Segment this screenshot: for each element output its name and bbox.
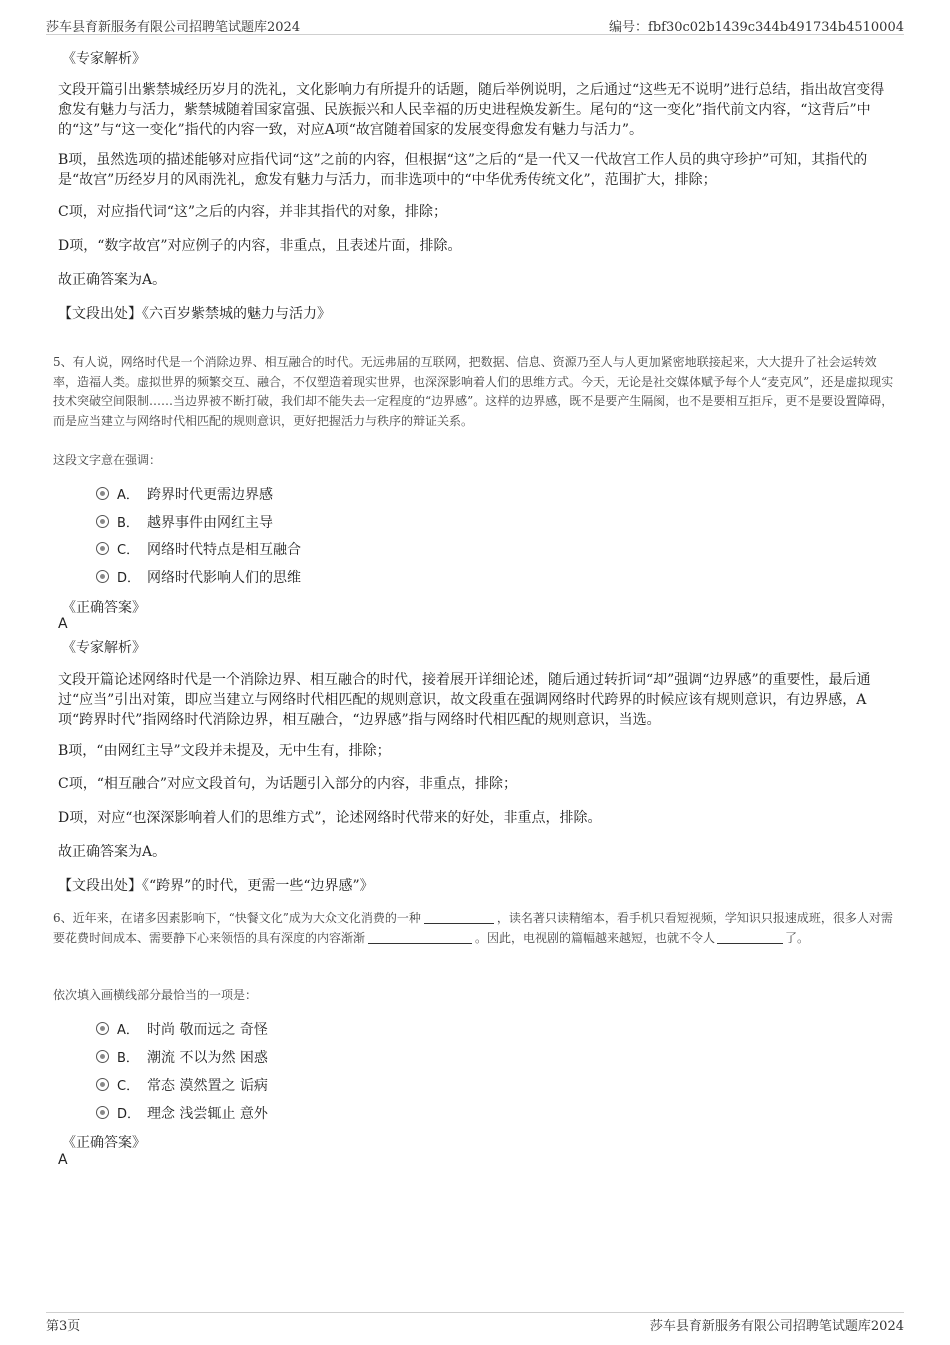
radio-icon[interactable] [96, 570, 109, 583]
analysis-paragraph: B项，虽然选项的描述能够对应指代词“这”之前的内容，但根据“这”之后的“是一代又一代故宫工作人员的典守珍护”可知，其指代的是“故宫”历经岁月的风雨洗礼，愈发有魅力与活力，而非选项中的“中华优秀传统文化”，范围扩大，排除； [58, 152, 868, 188]
radio-icon[interactable] [96, 1022, 109, 1035]
analysis-paragraph: C项，“相互融合”对应文段首句，为话题引入部分的内容，非重点，排除； [58, 776, 518, 792]
question-5-text: 5、有人说，网络时代是一个消除边界、相互融合的时代。无远弗届的互联网，把数据、信息、资源乃至人与人更加紧密地联接起来，大大提升了社会运转效率，造福人类。虚拟世界的频繁交互、融合，不仅塑造着现实世界，也深深影响着人们的思维方式。今天，无论是社交媒体赋予每个人“麦克风”，还是虚拟现实技术突破空间限制……当边界被不断打破，我们却不能失去一定程度的“边界感”。这样的边界感，既不是要产生隔阂，也不是要相互拒斥，更不是要设置障碍，而是应当建立与网络时代相匹配的规则意识，更好把握活力与秩序的辩证关系。 [53, 355, 894, 428]
option-d[interactable]: D． 网络时代影响人们的思维 [96, 567, 301, 587]
analysis-conclusion: 故正确答案为A。 [58, 844, 167, 860]
analysis-paragraph: C项，对应指代词“这”之后的内容，并非其指代的对象，排除； [58, 204, 448, 220]
option-d[interactable]: D． 理念 浅尝辄止 意外 [96, 1103, 268, 1123]
header-code: 编号：fbf30c02b1439c344b491734b4510004 [609, 20, 904, 35]
radio-icon[interactable] [96, 1106, 109, 1119]
analysis-paragraph: D项，对应“也深深影响着人们的思维方式”，论述网络时代带来的好处，非重点，排除。 [58, 810, 602, 826]
answer-value: A [58, 616, 68, 632]
source-citation: 【文段出处】《六百岁紫禁城的魅力与活力》 [58, 306, 331, 322]
fill-blank [368, 931, 472, 944]
option-b[interactable]: B． 潮流 不以为然 困惑 [96, 1047, 268, 1067]
page-footer [46, 1312, 904, 1336]
analysis-paragraph: B项，“由网红主导”文段并未提及，无中生有，排除； [58, 743, 391, 759]
option-c[interactable]: C． 网络时代特点是相互融合 [96, 539, 301, 559]
answer-label: 《正确答案》 [62, 1135, 146, 1151]
analysis-paragraph: 文段开篇引出紫禁城经历岁月的洗礼，文化影响力有所提升的话题，随后举例说明，之后通过“这些无不说明”进行总结，指出故宫变得愈发有魅力与活力，紫禁城随着国家富强、民族振兴和人民幸福的历史进程焕发新生。尾句的“这一变化”指代前文内容，“这背后”中的“这”与“这一变化”指代的内容一致，对应A项“故宫随着国家的发展变得愈发有魅力与活力”。 [58, 82, 885, 138]
footer-title: 莎车县育新服务有限公司招聘笔试题库2024 [649, 1319, 904, 1334]
header-title: 莎车县育新服务有限公司招聘笔试题库2024 [46, 20, 301, 35]
analysis-paragraph: 文段开篇论述网络时代是一个消除边界、相互融合的时代，接着展开详细论述，随后通过转折词“却”强调“边界感”的重要性，最后通过“应当”引出对策，即应当建立与网络时代相匹配的规则意识，故文段重在强调网络时代跨界的时候应该有规则意识，有边界感，A项“跨界时代”指网络时代消除边界，相互融合，“边界感”指与网络时代相匹配的规则意识，当选。 [58, 672, 871, 728]
answer-label: 《正确答案》 [62, 600, 146, 616]
radio-icon[interactable] [96, 542, 109, 555]
option-a[interactable]: A． 跨界时代更需边界感 [96, 484, 273, 504]
option-a[interactable]: A． 时尚 敬而远之 奇怪 [96, 1019, 268, 1039]
fill-blank [424, 911, 494, 924]
radio-icon[interactable] [96, 515, 109, 528]
analysis-label: 《专家解析》 [62, 640, 146, 656]
fill-blank [717, 931, 783, 944]
analysis-conclusion: 故正确答案为A。 [58, 272, 167, 288]
question-6-prompt: 依次填入画横线部分最恰当的一项是： [53, 988, 258, 1002]
radio-icon[interactable] [96, 1078, 109, 1091]
question-5-prompt: 这段文字意在强调： [53, 453, 162, 467]
page-number: 第3页 [46, 1319, 81, 1334]
option-b[interactable]: B． 越界事件由网红主导 [96, 512, 273, 532]
analysis-paragraph: D项，“数字故宫”对应例子的内容，非重点，且表述片面，排除。 [58, 238, 462, 254]
radio-icon[interactable] [96, 1050, 109, 1063]
analysis-label: 《专家解析》 [62, 51, 146, 67]
source-citation: 【文段出处】《“跨界”的时代，更需一些“边界感”》 [58, 878, 374, 894]
question-6-text: 6、近年来，在诸多因素影响下，“快餐文化”成为大众文化消费的一种 ，读名著只读精缩本，看手机只看短视频，学知识只报速成班，很多人对需要花费时间成本、需要静下心来领悟的具有深度的内容渐渐 。因此，电视剧的篇幅越来越短，也就不令人 了。 [53, 911, 893, 945]
answer-value: A [58, 1152, 68, 1168]
option-c[interactable]: C． 常态 漠然置之 诟病 [96, 1075, 268, 1095]
page-header [46, 14, 904, 35]
radio-icon[interactable] [96, 487, 109, 500]
